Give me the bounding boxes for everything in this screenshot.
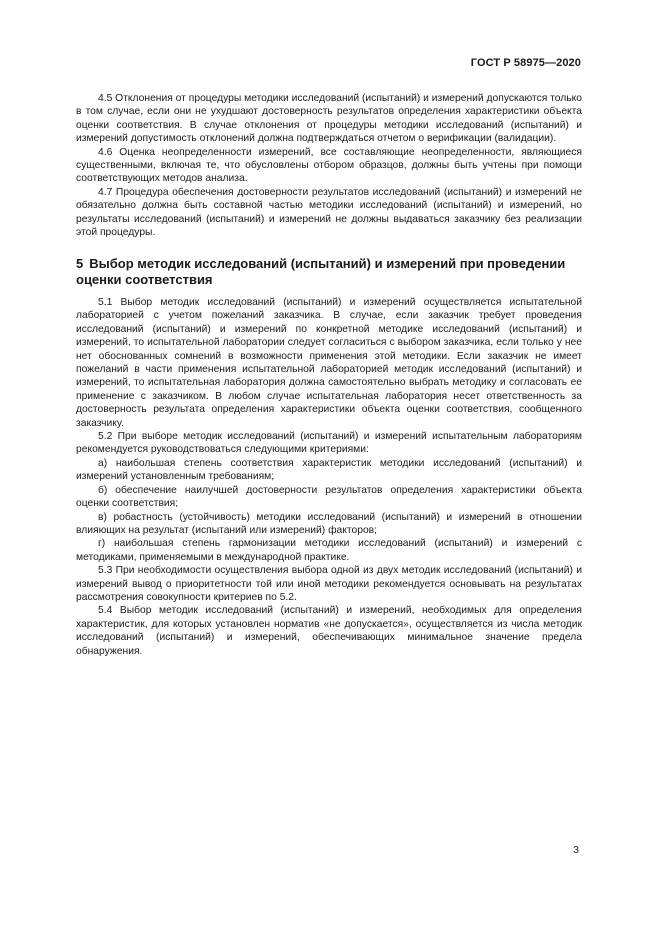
list-item-a: а) наибольшая степень соответствия характеристик методики исследований (испытаний) и измерений установленным требованиям; <box>76 457 582 483</box>
section-heading <box>76 256 582 288</box>
paragraphs-after-section <box>76 296 582 658</box>
paragraph-5-1: 5.1 Выбор методик исследований (испытаний) и измерений осуществляется испытательной лабораторией с учетом пожеланий заказчика. В случае, если заказчик требует проведения исследований (испытаний) и измерений по конкретной методике исследований (испытаний) и измерений, то испытательной лаборатории следует согласиться с выбором заказчика, если только у нее нет обоснованных сомнений в возможности применения этой методики. Если заказчик не имеет пожеланий в части применения испытательной лабораторией методик исследований (испытаний) и измерений, то испытательная лаборатория должна самостоятельно выбрать методику и согласовать ее применение с заказчиком. В любом случае испытательная лаборатория несет ответственность за достоверность результата определения характеристики объекта оценки соответствия, сообщенного заказчику. <box>76 297 582 429</box>
list-item-g: г) наибольшая степень гармонизации методики исследований (испытаний) и измерений с методиками, применяемыми в международной практике. <box>76 538 582 563</box>
paragraph-5-3: 5.3 При необходимости осуществления выбора одной из двух методик исследований (испытаний) и измерений вывод о приоритетности той или иной методики рекомендуется основывать на результатах рассмотрения совокупности критериев по 5.2. <box>76 565 582 603</box>
paragraph-5-4: 5.4 Выбор методик исследований (испытаний) и измерений, необходимых для определения характеристик, для которых установлен норматив «не допускается», осуществляется из числа методик исследований (испытаний) и измерений, обеспечивающих минимальное значение предела обнаружения. <box>76 605 582 657</box>
list-item-v: в) робастность (устойчивость) методики исследований (испытаний) и измерений в отношении влияющих на результат (испытаний или измерений) факторов; <box>76 511 582 536</box>
document-code-header: ГОСТ Р 58975—2020 <box>470 57 581 69</box>
paragraph-5-2: 5.2 При выборе методик исследований (испытаний) и измерений испытательным лабораториям рекомендуется руководствоваться следующими критериями: <box>76 431 582 456</box>
section-number: 5 <box>76 256 84 271</box>
page-number: 3 <box>573 844 579 856</box>
section-title: Выбор методик исследований (испытаний) и измерений при проведении оценки соответствия <box>76 256 566 287</box>
list-item-b: б) обеспечение наилучшей достоверности результатов определения характеристики объекта оценки соответствия; <box>76 484 582 510</box>
paragraph-4-7: 4.7 Процедура обеспечения достоверности результатов исследований (испытаний) и измерений не обязательно должна быть составной частью методики исследований (испытаний) и измерений, но результаты исследований (испытаний) и измерений не должны выдаваться заказчику без реализации этой процедуры. <box>76 186 582 239</box>
paragraphs-before-section <box>76 92 582 239</box>
paragraph-4-5: 4.5 Отклонения от процедуры методики исследований (испытаний) и измерений допускаются только в том случае, если они не ухудшают достоверность результатов определения характеристики объекта оценки соответствия. В случае отклонения от процедуры методики исследований (испытаний) и измерений допустимость отклонений должна подтверждаться отчетом о верификации (валидации). <box>76 93 582 145</box>
paragraph-4-6: 4.6 Оценка неопределенности измерений, все составляющие неопределенности, являющиеся существенными, включая те, что обусловлены отбором образцов, должны быть учтены при помощи соответствующих методов анализа. <box>76 146 582 185</box>
